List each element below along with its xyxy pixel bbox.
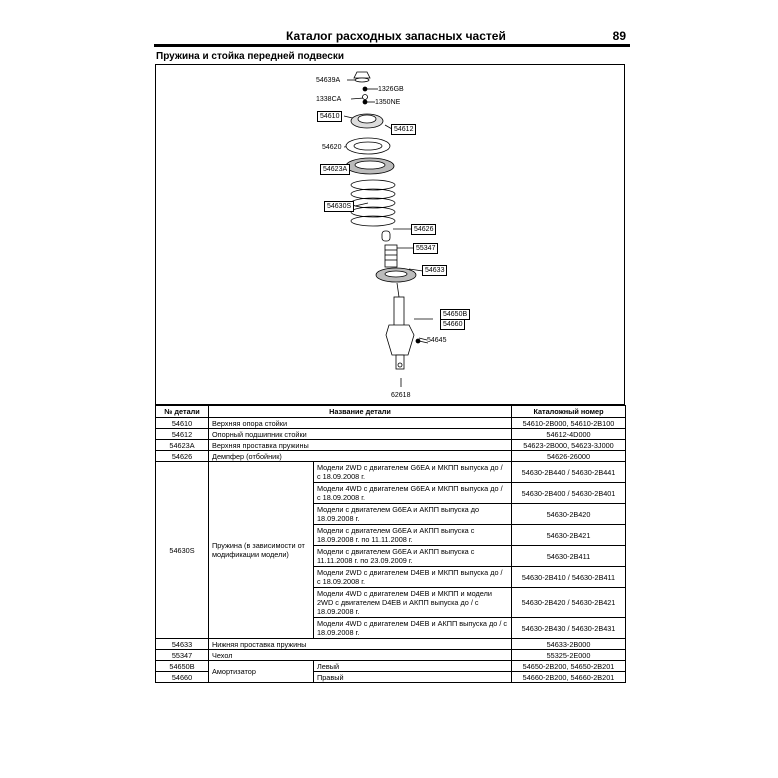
catalog-title: Каталог расходных запасных частей <box>286 29 506 43</box>
catalog-number: 54630-2B420 <box>512 504 626 525</box>
table-row <box>156 440 626 451</box>
variant-description: Модели 2WD с двигателем G6EA и МКПП выпуска до / с 18.09.2008 г. <box>314 462 512 483</box>
callout-54612: 54612 <box>391 124 416 135</box>
section-title: Пружина и стойка передней подвески <box>156 51 344 62</box>
part-name: Верхняя проставка пружины <box>209 440 512 451</box>
catalog-number: 55325-2E000 <box>512 650 626 661</box>
catalog-number: 54630-2B440 / 54630-2B441 <box>512 462 626 483</box>
table-row <box>156 661 626 672</box>
part-number: 54610 <box>156 418 209 429</box>
variant-description: Модели с двигателем G6EA и АКПП выпуска с 18.09.2008 г. по 11.11.2008 г. <box>314 525 512 546</box>
catalog-number: 54630-2B411 <box>512 546 626 567</box>
part-name: Нижняя проставка пружины <box>209 639 512 650</box>
catalog-number: 54623-2B000, 54623-3J000 <box>512 440 626 451</box>
catalog-number: 54626-26000 <box>512 451 626 462</box>
callout-54623A: 54623A <box>320 164 350 175</box>
table-row <box>156 639 626 650</box>
table-row <box>156 429 626 440</box>
page-header <box>154 30 630 47</box>
catalog-number: 54630-2B430 / 54630-2B431 <box>512 618 626 639</box>
part-name: Опорный подшипник стойки <box>209 429 512 440</box>
catalog-number: 54612-4D000 <box>512 429 626 440</box>
callout-1338CA: 1338CA <box>316 96 342 103</box>
variant-description: Модели с двигателем G6EA и АКПП выпуска до 18.09.2008 г. <box>314 504 512 525</box>
part-name: Чехол <box>209 650 512 661</box>
catalog-number: 54630-2B421 <box>512 525 626 546</box>
header-part-name: Название детали <box>209 406 512 418</box>
catalog-number: 54660-2B200, 54660-2B201 <box>512 672 626 683</box>
variant-description: Модели 4WD с двигателем G6EA и МКПП выпуска до / с 18.09.2008 г. <box>314 483 512 504</box>
part-number: 54623A <box>156 440 209 451</box>
catalog-number: 54630-2B420 / 54630-2B421 <box>512 588 626 618</box>
variant-description: Правый <box>314 672 512 683</box>
part-number: 54630S <box>156 462 209 639</box>
callout-54633: 54633 <box>422 265 447 276</box>
catalog-number: 54610-2B000, 54610-2B100 <box>512 418 626 429</box>
callout-54626: 54626 <box>411 224 436 235</box>
part-number: 54612 <box>156 429 209 440</box>
part-name: Верхняя опора стойки <box>209 418 512 429</box>
catalog-number: 54650-2B200, 54650-2B201 <box>512 661 626 672</box>
variant-description: Модели 4WD с двигателем D4EB и АКПП выпуска до / с 18.09.2008 г. <box>314 618 512 639</box>
callout-54645: 54645 <box>427 337 447 344</box>
catalog-number: 54633-2B000 <box>512 639 626 650</box>
table-row <box>156 650 626 661</box>
parts-table <box>155 405 626 683</box>
exploded-diagram <box>155 64 625 405</box>
part-number: 54626 <box>156 451 209 462</box>
callout-55347: 55347 <box>413 243 438 254</box>
part-name: Демпфер (отбойник) <box>209 451 512 462</box>
callout-62618: 62618 <box>391 392 411 399</box>
part-number: 54633 <box>156 639 209 650</box>
table-row <box>156 418 626 429</box>
variant-description: Модели 2WD с двигателем D4EB и МКПП выпуска до / с 18.09.2008 г. <box>314 567 512 588</box>
part-number: 55347 <box>156 650 209 661</box>
page-number: 89 <box>612 29 626 43</box>
header-catalog-number: Каталожный номер <box>512 406 626 418</box>
part-number: 54650B <box>156 661 209 672</box>
callout-54630S: 54630S <box>324 201 354 212</box>
variant-description: Модели 4WD с двигателем D4EB и МКПП и модели 2WD с двигателем D4EB и АКПП выпуска до / с 18.09.2008 г. <box>314 588 512 618</box>
callout-1326GB: 1326GB <box>378 86 404 93</box>
callout-54639A: 54639A <box>316 77 341 84</box>
table-row <box>156 451 626 462</box>
table-header-row <box>156 406 626 418</box>
part-name: Амортизатор <box>209 661 314 683</box>
catalog-number: 54630-2B410 / 54630-2B411 <box>512 567 626 588</box>
callout-1350NE: 1350NE <box>375 99 401 106</box>
variant-description: Левый <box>314 661 512 672</box>
catalog-number: 54630-2B400 / 54630-2B401 <box>512 483 626 504</box>
part-name: Пружина (в зависимости от модификации модели) <box>209 462 314 639</box>
callout-54610: 54610 <box>317 111 342 122</box>
variant-description: Модели с двигателем G6EA и АКПП выпуска с 11.11.2008 г. по 23.09.2009 г. <box>314 546 512 567</box>
header-part-number: № детали <box>156 406 209 418</box>
table-row <box>156 462 626 483</box>
callout-54660: 54660 <box>440 319 465 330</box>
strut-drawing <box>156 65 626 406</box>
callout-54620: 54620 <box>322 144 342 151</box>
part-number: 54660 <box>156 672 209 683</box>
callout-54650B: 54650B <box>440 309 470 320</box>
